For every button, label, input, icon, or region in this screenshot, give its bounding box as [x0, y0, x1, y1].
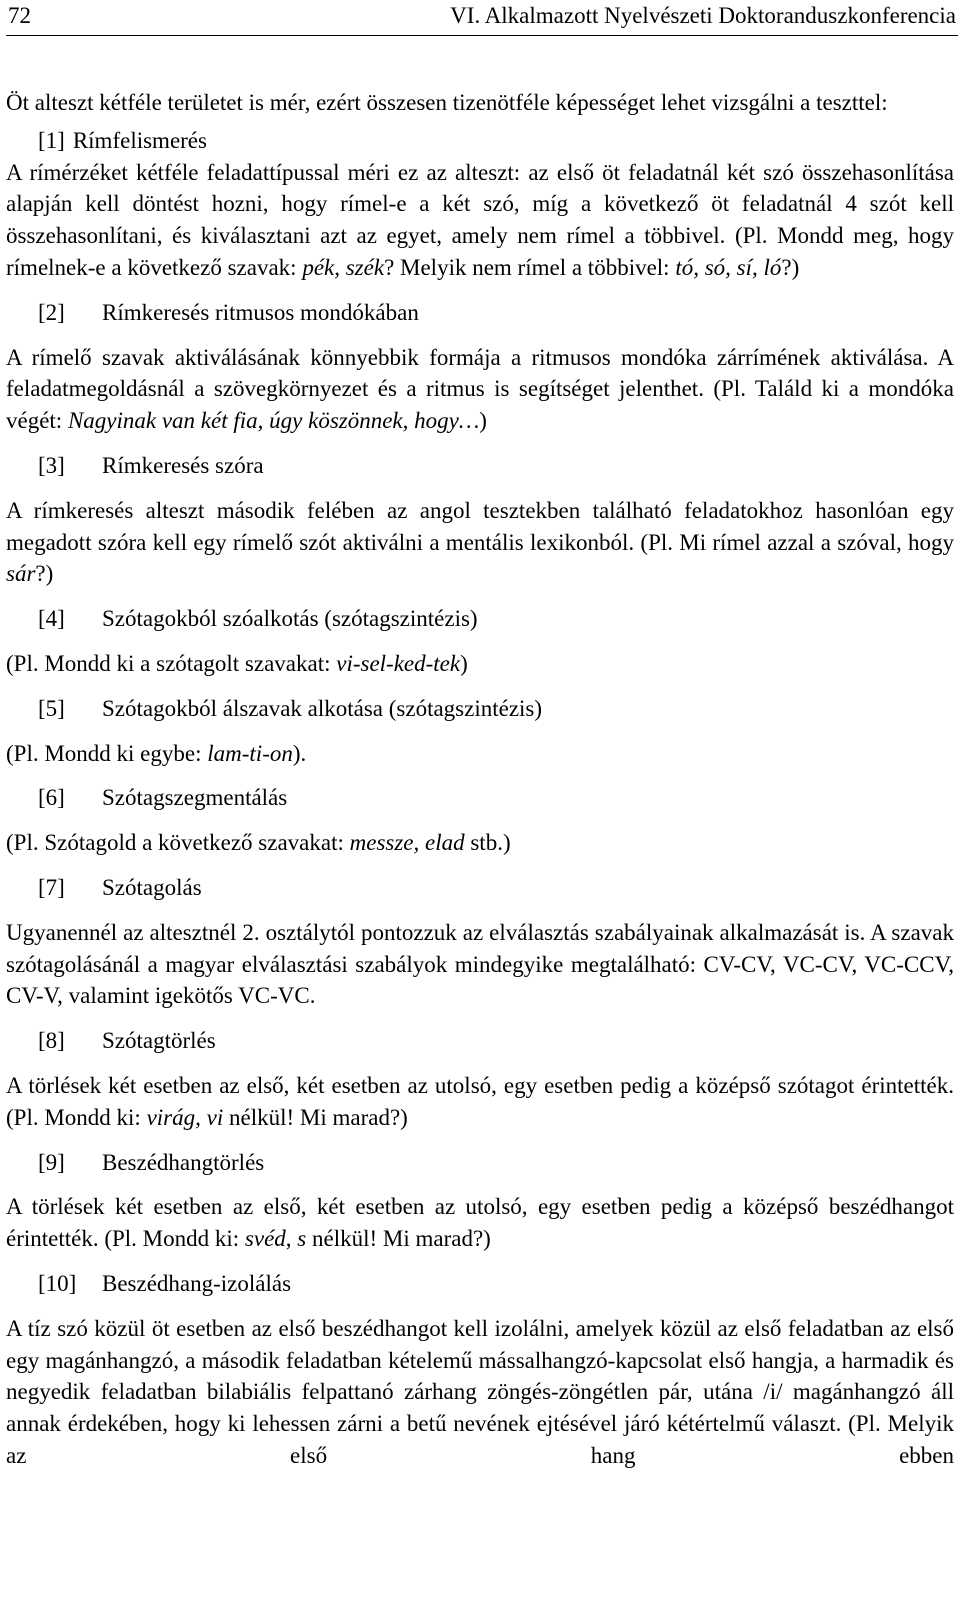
section-title: Beszédhang-izolálás — [102, 1270, 292, 1296]
text-run: A rímelő szavak aktiválásának könnyebbik formája a ritmusos mondóka zárrímének aktiválása. A feladatmegoldásnál a szövegkörnyezet és a ritmus is segítséget jelenthet. (Pl. Találd ki a mondóka végét: — [6, 344, 954, 434]
intro-paragraph: Öt alteszt kétféle területet is mér, ezért összesen tizenötféle képességet lehet vizsgálni a teszttel: — [6, 90, 888, 115]
section-paragraph-7 — [6, 917, 954, 1012]
section-title: Rímkeresés ritmusos mondókában — [102, 299, 419, 325]
text-run: A tíz szó közül öt esetben az első beszédhangot kell izolálni, amelyek közül az első feladatban az első egy magánhangzó, a második feladatban kételemű mássalhangzó-kapcsolat első hangja, a harmadik és negyedik feladatban bilabiális felpattanó zárhang zöngés-zöngétlen pár, utána /i/ magánhangzó áll annak érdekében, hogy ki lehessen zárni a betű nevének ejtésével járó kétértelmű választ. (Pl. Melyik az első hang ebben — [6, 1315, 954, 1468]
body-text — [6, 87, 954, 1472]
text-run: ? Melyik nem rímel a többivel: — [384, 254, 676, 280]
example-words: messze, elad — [349, 830, 465, 856]
example-words: svéd — [244, 1226, 286, 1252]
section-heading-6 — [6, 782, 954, 814]
page-number: 72 — [8, 3, 31, 28]
section-number: [4] — [38, 606, 65, 632]
text-run: nélkül! Mi marad?) — [306, 1226, 491, 1252]
example-words: sár — [6, 561, 36, 587]
section-paragraph-2 — [6, 342, 954, 437]
section-heading-1 — [6, 125, 954, 157]
section-heading-7 — [6, 872, 954, 904]
text-run: A rímérzéket kétféle feladattípussal méri ez az alteszt: az első öt feladatnál két szó összehasonlítása alapján kell döntést hozni, hogy rímel-e a két szó, míg a következő öt feladatnál 4 szót kell összehasonlítani, és kiválasztani azt az egyet, amely nem rímel a többivel. (Pl. Mondd meg, hogy rímelnek-e a következő szavak: — [6, 159, 954, 280]
section-paragraph-3 — [6, 495, 954, 590]
section-heading-3 — [6, 450, 954, 482]
section-title: Beszédhangtörlés — [102, 1149, 265, 1175]
section-heading-2 — [6, 297, 954, 329]
text-run: Ugyanennél az altesztnél 2. osztálytól pontozzuk az elválasztás szabályainak alkalmazását is. A szavak szótagolásánál a magyar elválasztási szabályok mindegyike megtalálható: CV-CV, VC-CV, VC-CCV, CV-V, valamint igekötős VC-VC. — [6, 919, 954, 1009]
section-title: Rímfelismerés — [72, 127, 207, 153]
section-number: [3] — [38, 452, 65, 478]
section-paragraph-4 — [6, 648, 954, 680]
section-title: Szótagtörlés — [102, 1028, 216, 1054]
section-heading-10 — [6, 1268, 954, 1300]
section-number: [8] — [38, 1028, 65, 1054]
section-paragraph-6 — [6, 827, 954, 859]
page-header — [6, 0, 958, 36]
text-run: ) — [460, 650, 468, 676]
text-run: ?) — [781, 254, 800, 280]
running-title: VI. Alkalmazott Nyelvészeti Doktoranduszkonferencia — [450, 3, 956, 28]
example-words: vi-sel-ked-tek — [336, 650, 461, 676]
section-number: [1] — [38, 127, 65, 153]
text-run: (Pl. Szótagold a következő szavakat: — [6, 830, 350, 856]
section-paragraph-5 — [6, 738, 954, 770]
example-words: pék, szék — [302, 254, 385, 280]
text-run: ) — [479, 408, 487, 434]
section-paragraph-10 — [6, 1313, 954, 1472]
section-number: [7] — [38, 874, 65, 900]
section-number: [5] — [38, 695, 65, 721]
section-heading-9 — [6, 1147, 954, 1179]
text-run: ). — [292, 740, 307, 766]
example-words: Nagyinak van két fia, úgy köszönnek, hogy… — [67, 408, 480, 434]
example-words: tó, só, sí, ló — [675, 254, 782, 280]
text-run: (Pl. Mondd ki a szótagolt szavakat: — [6, 650, 337, 676]
section-title: Szótagszegmentálás — [102, 785, 288, 811]
section-number: [9] — [38, 1149, 65, 1175]
section-number: [10] — [38, 1270, 77, 1296]
example-words: virág, vi — [146, 1104, 224, 1130]
section-title: Szótagokból szóalkotás (szótagszintézis) — [102, 606, 478, 632]
example-words: s — [297, 1226, 307, 1252]
section-heading-8 — [6, 1025, 954, 1057]
section-paragraph-8 — [6, 1070, 954, 1134]
example-words: lam-ti-on — [207, 740, 293, 766]
section-heading-5 — [6, 693, 954, 725]
section-number: [2] — [38, 299, 65, 325]
text-run: A törlések két esetben az első, két esetben az utolsó, egy esetben pedig a középső beszédhangot érintették. (Pl. Mondd ki: — [6, 1194, 954, 1252]
text-run: , — [285, 1226, 298, 1252]
section-paragraph-9 — [6, 1191, 954, 1255]
section-heading-4 — [6, 603, 954, 635]
section-number: [6] — [38, 785, 65, 811]
text-run: stb.) — [464, 830, 511, 856]
section-title: Szótagokból álszavak alkotása (szótagszintézis) — [102, 695, 543, 721]
text-run: (Pl. Mondd ki egybe: — [6, 740, 208, 766]
section-title: Szótagolás — [102, 874, 202, 900]
text-run: A rímkeresés alteszt második felében az angol tesztekben található feladatokhoz hasonlóan egy megadott szóra kell egy rímelő szót aktiválni a mentális lexikonból. (Pl. Mi rímel azzal a szóval, hogy — [6, 497, 954, 555]
text-run: A törlések két esetben az első, két esetben az utolsó, egy esetben pedig a középső szótagot érintették. (Pl. Mondd ki: — [6, 1072, 954, 1130]
section-title: Rímkeresés szóra — [102, 452, 264, 478]
text-run: nélkül! Mi marad?) — [223, 1104, 408, 1130]
text-run: ?) — [35, 561, 54, 587]
section-paragraph-1 — [6, 157, 954, 284]
